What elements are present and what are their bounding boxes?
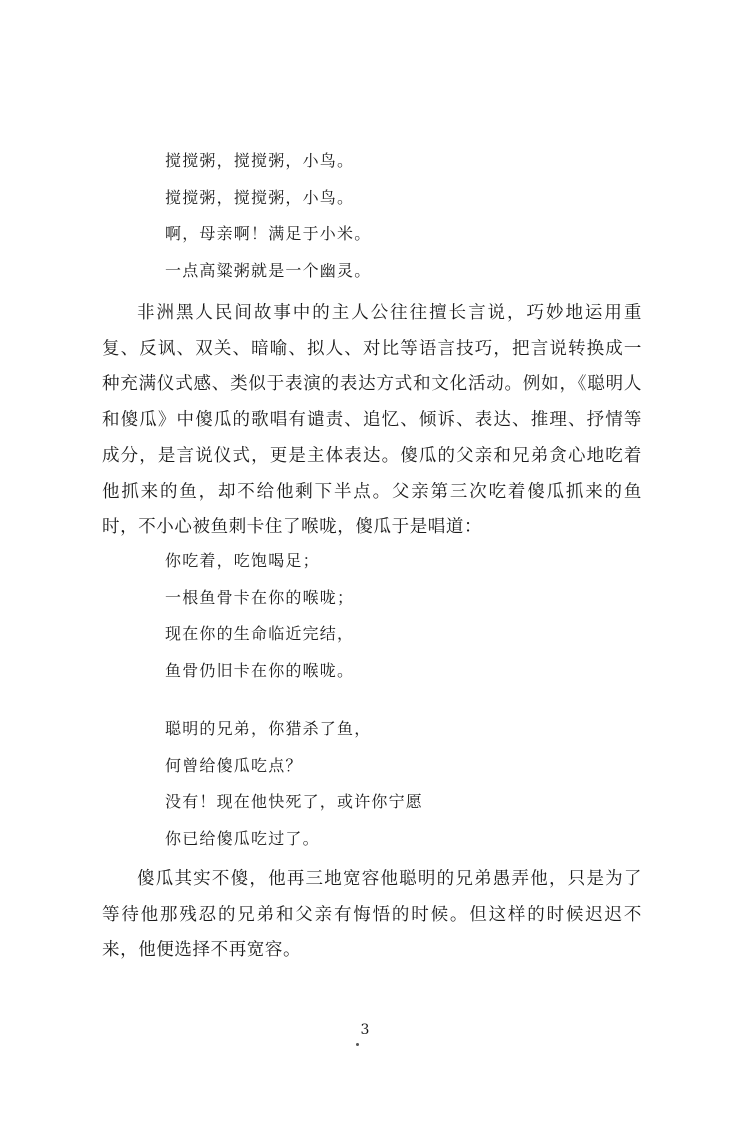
- verse-line: 搅搅粥，搅搅粥，小鸟。: [165, 151, 355, 170]
- paragraph-storytelling: 非洲黑人民间故事中的主人公往往擅长言说，巧妙地运用重复、反讽、双关、暗喻、拟人、对比等语言技巧，把言说转换成一种充满仪式感、类似于表演的表达方式和文化活动。例如，《聪明人和傻瓜》中傻瓜的歌唱有谴责、追忆、倾诉、表达、推理、抒情等成分，是言说仪式，更是主体表达。傻瓜的父亲和兄弟贪心地吃着他抓来的鱼，却不给他剩下半点。父亲第三次吃着傻瓜抓来的鱼时，不小心被鱼刺卡住了喉咙，傻瓜于是唱道：: [102, 303, 642, 538]
- paragraph-fool-forgiveness: 傻瓜其实不傻，他再三地宽容他聪明的兄弟愚弄他，只是为了等待他那残忍的兄弟和父亲有悔悟的时候。但这样的时候迟迟不来，他便选择不再宽容。: [102, 869, 642, 961]
- page-number-dot: [356, 1043, 359, 1046]
- verse-line: 搅搅粥，搅搅粥，小鸟。: [165, 187, 355, 207]
- verse-line: 一点高粱粥就是一个幽灵。: [165, 260, 372, 280]
- verse-line: 你已给傻瓜吃过了。: [165, 828, 320, 848]
- verse-line: 没有！现在他快死了，或许你宁愿: [165, 792, 424, 811]
- verse-stanza-clever-brother: [165, 719, 645, 865]
- verse-line: 你吃着，吃饱喝足；: [165, 551, 320, 570]
- page-number: 3: [360, 1022, 370, 1038]
- verse-line: 一根鱼骨卡在你的喉咙；: [165, 587, 355, 607]
- verse-line: 鱼骨仍旧卡在你的喉咙。: [165, 660, 355, 680]
- verse-line: 聪明的兄弟，你猎杀了鱼，: [165, 719, 372, 738]
- verse-line: 现在你的生命临近完结，: [165, 624, 355, 643]
- verse-stanza-fish-bone: [165, 551, 645, 697]
- verse-stanza-bird-song: [165, 151, 645, 297]
- verse-line: 啊，母亲啊！满足于小米。: [165, 224, 372, 243]
- verse-line: 何曾给傻瓜吃点？: [165, 755, 303, 775]
